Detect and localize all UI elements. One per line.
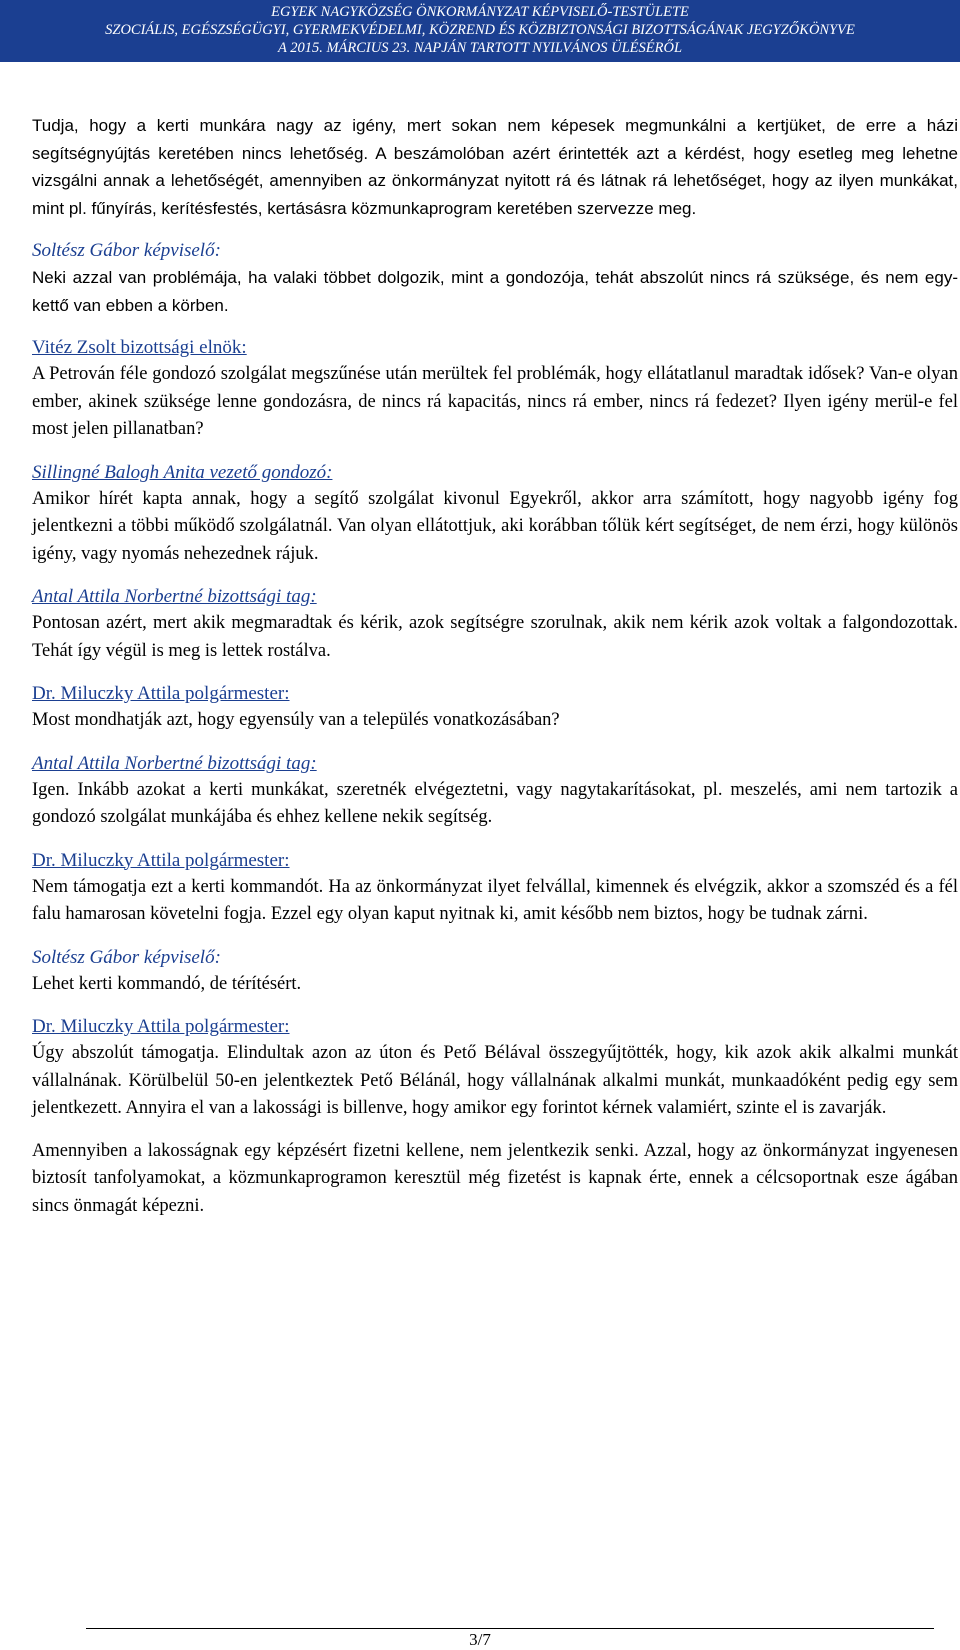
paragraph: Pontosan azért, mert akik megmaradtak és kérik, azok segítségre szorulnak, akik nem kérik azok voltak a falgondozottak. Tehát így végül is meg is lettek rostálva. <box>32 613 958 661</box>
paragraph: Most mondhatják azt, hogy egyensúly van a település vonatkozásában? <box>32 710 560 730</box>
page-number: 3/7 <box>469 1630 491 1649</box>
paragraph: A Petrován féle gondozó szolgálat megszűnése után merültek fel problémák, hogy ellátatlanul maradtak idősek? Van-e olyan ember, akinek szüksége lenne gondozásra, de nincs rá kapacitás, nincs rá ember, nincs rá fedezet? Ilyen igény merül-e fel most jelen pillanatban? <box>32 364 958 439</box>
header-line-1: EGYEK NAGYKÖZSÉG ÖNKORMÁNYZAT KÉPVISELŐ-TESTÜLETE <box>271 4 689 20</box>
speaker-label: Dr. Miluczky Attila polgármester: <box>32 1016 290 1037</box>
paragraph: Úgy abszolút támogatja. Elindultak azon az úton és Pető Bélával összegyűjtötték, hogy, kik azok akik alkalmi munkát vállalnának. Körülbelül 50-en jelentkeztek Pető Bélánál, hogy vállalnának alkalmi munkát, munkaadóként pedig egy sem jelentkezett. Annyira el van a lakossági is billenve, hogy amikor egy forintot kérnek valamiért, szinte el is zavarják. <box>32 1043 958 1118</box>
paragraph: Neki azzal van problémája, ha valaki többet dolgozik, mint a gondozója, tehát abszolút nincs rá szüksége, és nem egy-kettő van ebben a körben. <box>32 268 958 315</box>
paragraph: Tudja, hogy a kerti munkára nagy az igény, mert sokan nem képesek megmunkálni a kertjüket, de erre a házi segítségnyújtás keretében nincs lehetőség. A beszámolóban azért érintették azt a kérdést, hogy esetleg meg lehetne vizsgálni annak a lehetőségét, amennyiben az önkormányzat nyitott rá és látnak rá lehetőséget, hogy az ilyen munkákat, mint pl. fűnyírás, kerítésfestés, kertásásra közmunkaprogram keretében szervezze meg. <box>32 116 958 218</box>
document-header <box>0 0 960 62</box>
footer-divider <box>86 1628 934 1629</box>
speaker-label: Soltész Gábor képviselő: <box>32 240 221 261</box>
speaker-label: Sillingné Balogh Anita vezető gondozó: <box>32 461 333 483</box>
header-line-3: A 2015. MÁRCIUS 23. NAPJÁN TARTOTT NYILVÁNOS ÜLÉSÉRŐL <box>277 40 683 56</box>
header-line-2: SZOCIÁLIS, EGÉSZSÉGÜGYI, GYERMEKVÉDELMI, KÖZREND ÉS KÖZBIZTONSÁGI BIZOTTSÁGÁNAK JEGYZŐKÖNYVE <box>105 22 855 38</box>
speaker-label: Dr. Miluczky Attila polgármester: <box>32 683 290 704</box>
paragraph: Amikor hírét kapta annak, hogy a segítő szolgálat kivonul Egyekről, akkor arra számított, hogy nagyobb igény fog jelentkezni a többi működő szolgálatnál. Van olyan ellátottjuk, aki korábban tőlük kért segítséget, de nem érzi, hogy különös igény, vagy nyomás nehezednek rájuk. <box>32 488 958 564</box>
paragraph: Amennyiben a lakosságnak egy képzésért fizetni kellene, nem jelentkezik senki. Azzal, hogy az önkormányzat ingyenesen biztosít tanfolyamokat, a közmunkaprogramon keresztül még fizetést is kapnak érte, ennek a célcsoportnak esze ágában sincs önmagát képezni. <box>32 1140 958 1216</box>
document-body <box>32 112 958 1220</box>
paragraph: Lehet kerti kommandó, de térítésért. <box>32 973 302 994</box>
paragraph: Nem támogatja ezt a kerti kommandót. Ha az önkormányzat ilyet felvállal, kimennek és elvégzik, akkor a szomszéd és a fél falu hamarosan követelni fogja. Ezzel egy olyan kaput nyitnak ki, amit később nem biztos, hogy be tudnak zárni. <box>32 876 958 924</box>
paragraph: Igen. Inkább azokat a kerti munkákat, szeretnék elvégeztetni, vagy nagytakarításokat, pl. meszelés, ami nem tartozik a gondozó szolgálat munkájába és ehhez kellene nekik segítség. <box>32 779 958 827</box>
speaker-label: Soltész Gábor képviselő: <box>32 946 221 968</box>
speaker-label: Dr. Miluczky Attila polgármester: <box>32 849 290 871</box>
speaker-label: Antal Attila Norbertné bizottsági tag: <box>32 586 317 607</box>
speaker-label: Antal Attila Norbertné bizottsági tag: <box>32 752 317 774</box>
speaker-label: Vitéz Zsolt bizottsági elnök: <box>32 337 247 358</box>
